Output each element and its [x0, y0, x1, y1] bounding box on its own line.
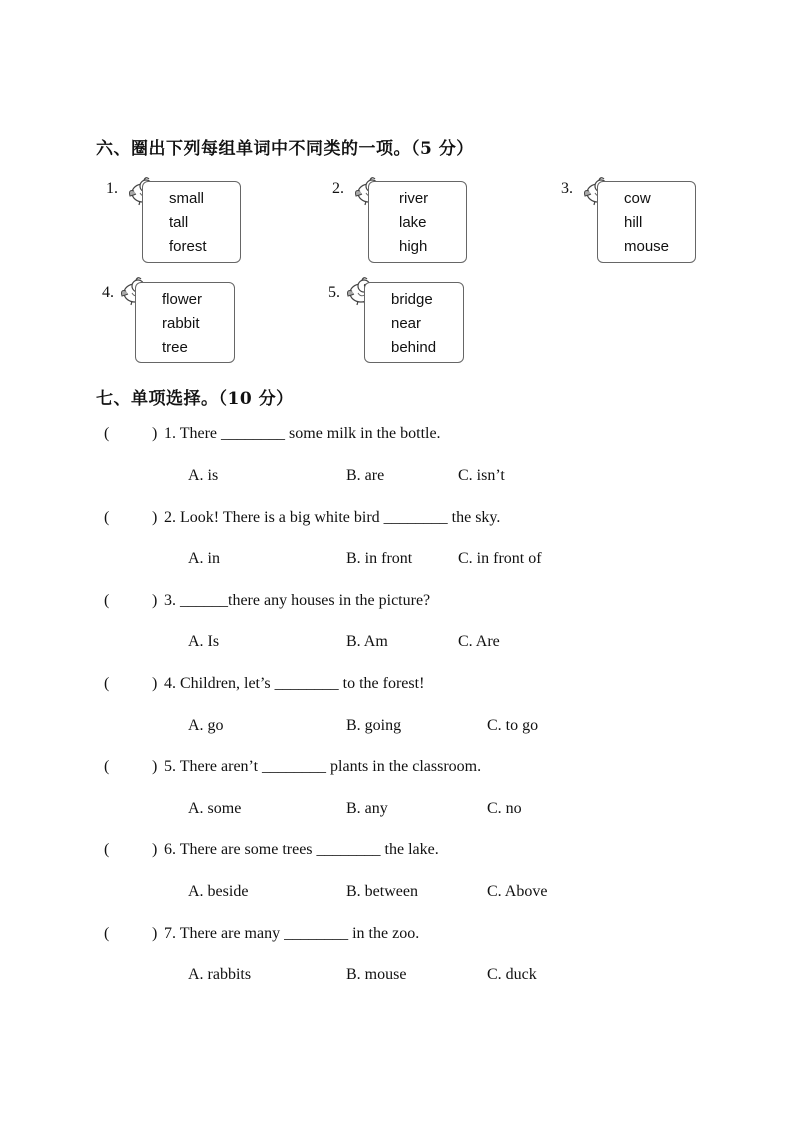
option-b[interactable]: B. Am — [346, 633, 388, 650]
answer-paren-open[interactable]: ( — [104, 841, 110, 858]
section-7-heading: 七、单项选择。（10 分） — [96, 389, 294, 409]
word[interactable]: high — [399, 238, 428, 255]
option-a[interactable]: A. is — [188, 467, 219, 484]
question-stem: 2. Look! There is a big white bird ________ the sky. — [164, 509, 501, 526]
option-b[interactable]: B. any — [346, 800, 388, 817]
answer-paren-close: ) — [152, 592, 158, 609]
option-b[interactable]: B. are — [346, 467, 385, 484]
word[interactable]: bridge — [391, 291, 433, 308]
group-number: 2. — [332, 180, 344, 197]
answer-paren-open[interactable]: ( — [104, 425, 110, 442]
word[interactable]: forest — [169, 238, 207, 255]
option-c[interactable]: C. in front of — [458, 550, 542, 567]
option-c[interactable]: C. Above — [487, 883, 548, 900]
option-c[interactable]: C. to go — [487, 717, 539, 734]
word-box — [135, 282, 235, 363]
option-c[interactable]: C. no — [487, 800, 522, 817]
question-stem: 3. ______there any houses in the picture? — [164, 592, 431, 609]
option-b[interactable]: B. between — [346, 883, 418, 900]
answer-paren-open[interactable]: ( — [104, 675, 110, 692]
option-b[interactable]: B. mouse — [346, 966, 407, 983]
option-c[interactable]: C. duck — [487, 966, 537, 983]
word-box — [368, 181, 467, 263]
option-a[interactable]: A. beside — [188, 883, 249, 900]
option-b[interactable]: B. in front — [346, 550, 413, 567]
question-stem: 5. There aren’t ________ plants in the classroom. — [164, 758, 482, 775]
word[interactable]: rabbit — [162, 315, 200, 332]
answer-paren-open[interactable]: ( — [104, 592, 110, 609]
word[interactable]: river — [399, 190, 429, 207]
question-stem: 4. Children, let’s ________ to the forest! — [164, 675, 425, 692]
word[interactable]: lake — [399, 214, 427, 231]
word[interactable]: behind — [391, 339, 437, 356]
question-stem: 7. There are many ________ in the zoo. — [164, 925, 420, 942]
answer-paren-close: ) — [152, 758, 158, 775]
answer-paren-close: ) — [152, 841, 158, 858]
word[interactable]: cow — [624, 190, 651, 207]
answer-paren-close: ) — [152, 509, 158, 526]
question-stem: 6. There are some trees ________ the lake. — [164, 841, 439, 858]
word[interactable]: near — [391, 315, 422, 332]
option-a[interactable]: A. rabbits — [188, 966, 252, 983]
word-box — [597, 181, 696, 263]
answer-paren-open[interactable]: ( — [104, 509, 110, 526]
option-b[interactable]: B. going — [346, 717, 402, 734]
answer-paren-close: ) — [152, 425, 158, 442]
group-number: 1. — [106, 180, 118, 197]
word[interactable]: flower — [162, 291, 203, 308]
option-a[interactable]: A. in — [188, 550, 220, 567]
answer-paren-open[interactable]: ( — [104, 925, 110, 942]
option-c[interactable]: C. isn’t — [458, 467, 505, 484]
option-a[interactable]: A. some — [188, 800, 242, 817]
word-box — [142, 181, 241, 263]
option-a[interactable]: A. Is — [188, 633, 220, 650]
word[interactable]: tree — [162, 339, 188, 356]
group-number: 5. — [328, 284, 340, 301]
section-6-heading: 六、圈出下列每组单词中不同类的一项。（5 分） — [96, 139, 474, 159]
word[interactable]: tall — [169, 214, 189, 231]
group-number: 4. — [102, 284, 114, 301]
option-a[interactable]: A. go — [188, 717, 224, 734]
word[interactable]: hill — [624, 214, 643, 231]
word[interactable]: small — [169, 190, 205, 207]
word[interactable]: mouse — [624, 238, 670, 255]
answer-paren-close: ) — [152, 925, 158, 942]
answer-paren-close: ) — [152, 675, 158, 692]
group-number: 3. — [561, 180, 573, 197]
answer-paren-open[interactable]: ( — [104, 758, 110, 775]
option-c[interactable]: C. Are — [458, 633, 500, 650]
question-stem: 1. There ________ some milk in the bottle. — [164, 425, 441, 442]
word-box — [364, 282, 464, 363]
